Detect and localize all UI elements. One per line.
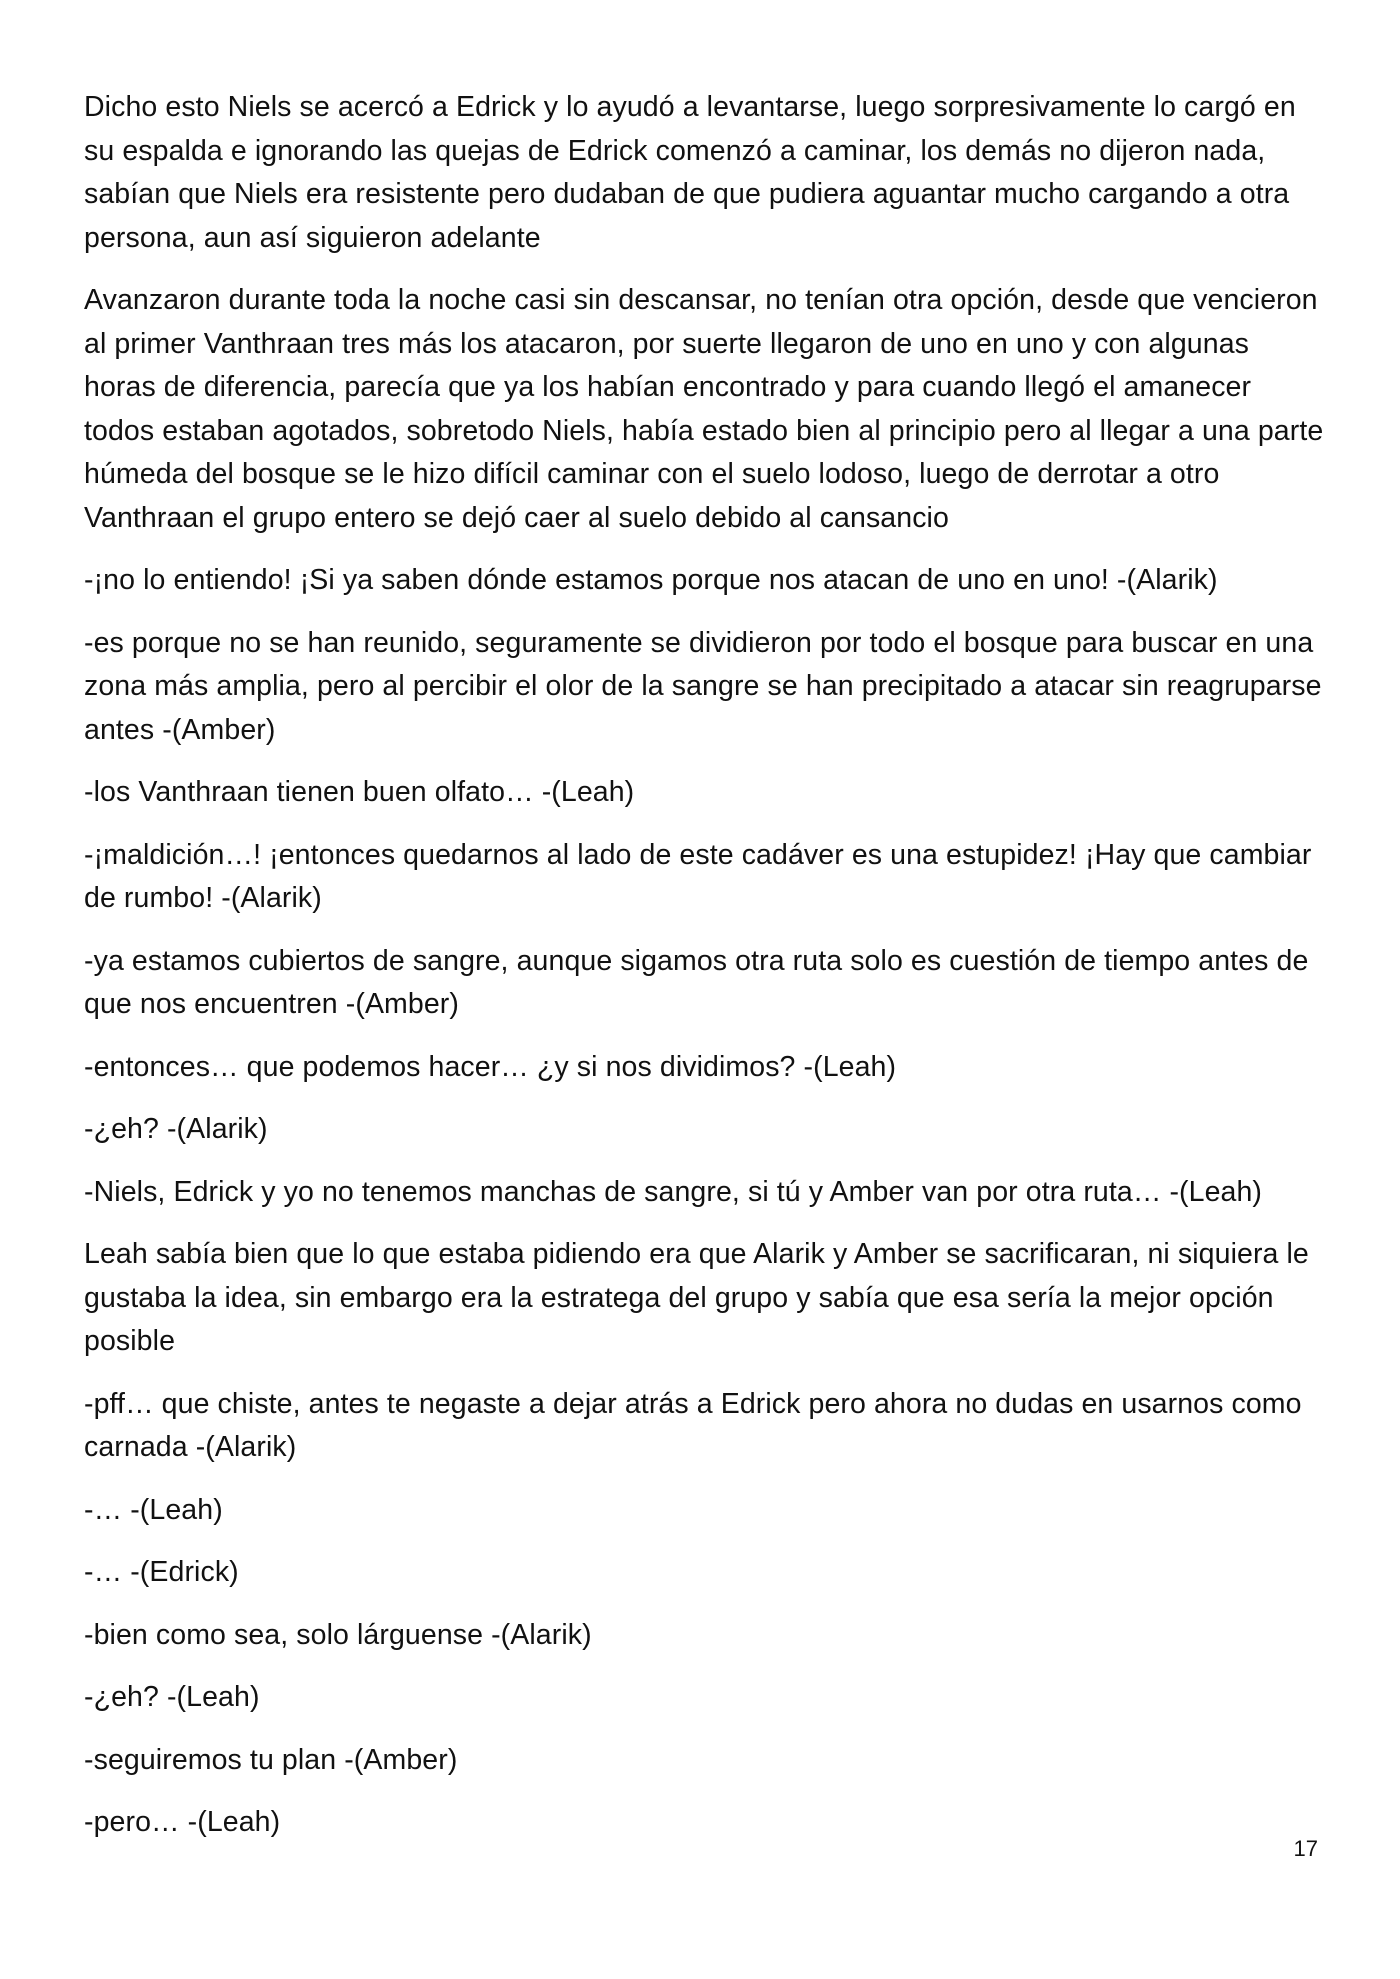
dialogue-line: -entonces… que podemos hacer… ¿y si nos dividimos? -(Leah) — [84, 1050, 897, 1083]
dialogue-line: -pero… -(Leah) — [84, 1806, 281, 1838]
dialogue-line: -¡no lo entiendo! ¡Si ya saben dónde estamos porque nos atacan de uno en uno! -(Alarik) — [84, 564, 1218, 596]
dialogue-line: -bien como sea, solo lárguense -(Alarik) — [84, 1618, 592, 1651]
paragraph: Avanzaron durante toda la noche casi sin descansar, no tenían otra opción, desde que vencieron al primer Vanthraan tres más los atacaron, por suerte llegaron de uno en uno y con algunas horas de diferencia, parecía que ya los habían encontrado y para cuando llegó el amanecer todos estaban agotados, sobretodo Niels, había estado bien al principio pero al llegar a una parte húmeda del bosque se le hizo difícil caminar con el suelo lodoso, luego de derrotar a otro Vanthraan el grupo entero se dejó caer al suelo debido al cansancio — [84, 284, 1324, 534]
dialogue-line: -seguiremos tu plan -(Amber) — [84, 1743, 458, 1776]
dialogue-line: -… -(Leah) — [84, 1493, 223, 1526]
paragraph: Dicho esto Niels se acercó a Edrick y lo ayudó a levantarse, luego sorpresivamente lo cargó en su espalda e ignorando las quejas de Edrick comenzó a caminar, los demás no dijeron nada, sabían que Niels era resistente pero dudaban de que pudiera aguantar mucho cargando a otra persona, aun así siguieron adelante — [84, 91, 1296, 254]
dialogue-line: -… -(Edrick) — [84, 1556, 239, 1588]
page-number: 17 — [1293, 1836, 1318, 1861]
dialogue-line: -pff… que chiste, antes te negaste a dejar atrás a Edrick pero ahora no dudas en usarnos como carnada -(Alarik) — [84, 1387, 1302, 1463]
dialogue-line: -¿eh? -(Leah) — [84, 1681, 260, 1713]
dialogue-line: -Niels, Edrick y yo no tenemos manchas de sangre, si tú y Amber van por otra ruta… -(Leah) — [84, 1175, 1263, 1208]
paragraph: Leah sabía bien que lo que estaba pidiendo era que Alarik y Amber se sacrificaran, ni siquiera le gustaba la idea, sin embargo era la estratega del grupo y sabía que esa sería la mejor opción posible — [84, 1238, 1309, 1357]
dialogue-line: -¡maldición…! ¡entonces quedarnos al lado de este cadáver es una estupidez! ¡Hay que cambiar de rumbo! -(Alarik) — [84, 838, 1312, 914]
dialogue-line: -los Vanthraan tienen buen olfato… -(Leah) — [84, 776, 635, 808]
dialogue-line: -es porque no se han reunido, seguramente se dividieron por todo el bosque para buscar en una zona más amplia, pero al percibir el olor de la sangre se han precipitado a atacar sin reagruparse antes -(Amber) — [84, 626, 1322, 746]
dialogue-line: -¿eh? -(Alarik) — [84, 1113, 268, 1145]
body-text — [84, 86, 1324, 1864]
dialogue-line: -ya estamos cubiertos de sangre, aunque sigamos otra ruta solo es cuestión de tiempo antes de que nos encuentren -(Amber) — [84, 944, 1309, 1020]
